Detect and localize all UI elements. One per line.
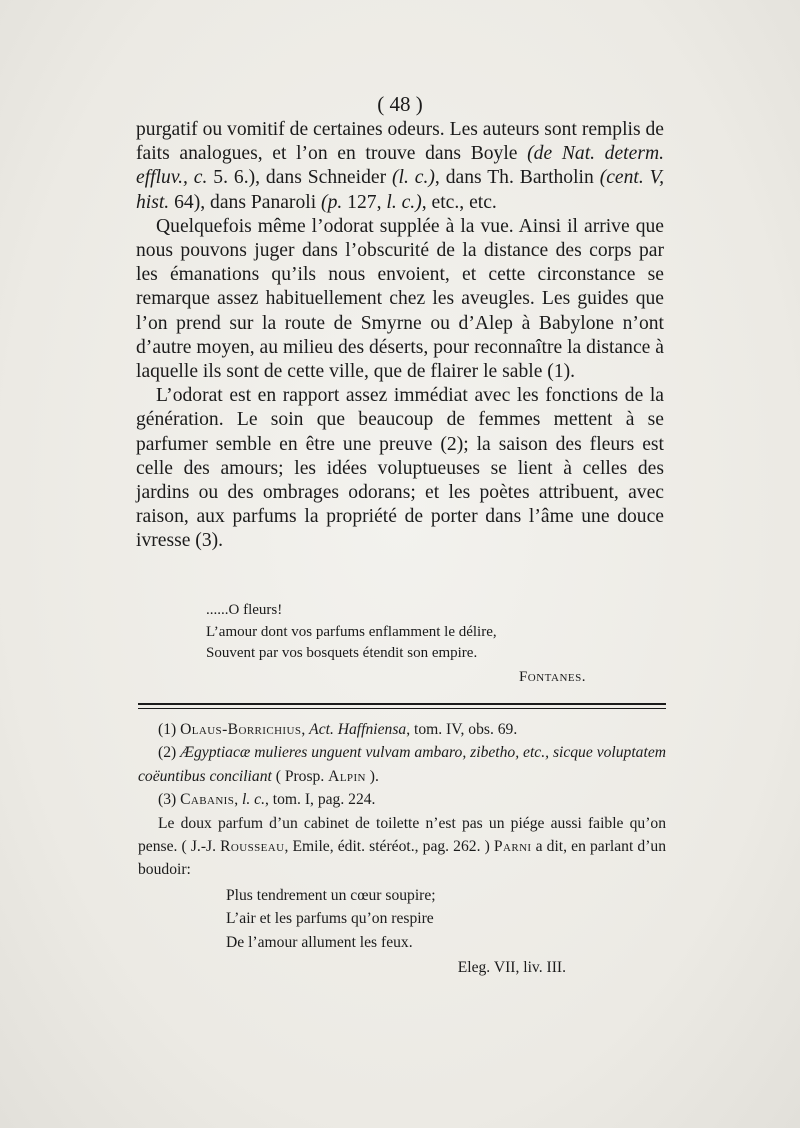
paragraph-1 (136, 118, 664, 215)
p1-ref-bartholin: (cent. V, hist. (136, 167, 665, 213)
p1-ref-panaroli: (p. (321, 191, 343, 213)
footnote-1-work: Act. Haffniensa (309, 721, 407, 738)
footnote-3-continuation (138, 812, 666, 882)
footnote-verse-line-2: L’air et les parfums qu’on respire (226, 910, 434, 928)
footnote-3-cont-b: , Emile, édit. stéréot., pag. 262. ) (284, 838, 494, 856)
p1-ref-boyle: (de Nat. determ. effluv., c. (136, 143, 664, 189)
p1-text-f: , etc., etc. (421, 191, 497, 213)
footnote-3-cont-author: Rousseau (220, 838, 285, 856)
footnote-verse-line-1: Plus tendrement un cœur soupire; (226, 887, 436, 904)
footnote-2 (138, 741, 666, 788)
verse-line-3: Souvent par vos bosquets étendit son empire. (206, 645, 478, 661)
footnote-verse (226, 884, 566, 980)
p1-text-c: , dans Th. Bartholin (434, 167, 600, 189)
paragraph-3: L’odorat est en rapport assez immédiat avec les fonctions de la génération. Le soin que beaucoup de femmes mettent à se parfumer semble en être une preuve (2); la saison des fleurs est celle des amours; les idées voluptueuses se lient à celles des jardins ou des ombrages odorans; et les poètes attribuent, avec raison, aux parfums la propriété de porter dans l’âme une douce ivresse (3). (136, 385, 664, 552)
footnotes (138, 718, 666, 882)
footnote-3-ref: l. c. (242, 791, 265, 809)
p1-text-a: purgatif ou vomitif de certaines odeurs. Les auteurs sont remplis de faits analogues, et l’on en trouve dans Boyle (136, 119, 664, 165)
footnote-3-number: (3) (158, 791, 181, 809)
footnote-2-author: Alpin (328, 767, 366, 785)
footnote-1-rest: , tom. IV, obs. 69. (406, 721, 518, 738)
footnote-divider-thin (138, 708, 666, 709)
verse-attribution: Fontanes. (518, 668, 586, 685)
footnote-3-rest: , tom. I, pag. 224. (265, 791, 376, 809)
footnote-verse-attribution: Eleg. VII, liv. III. (457, 959, 566, 977)
footnote-1-number: (1) (158, 721, 181, 738)
p1-ref-lc: l. c.) (386, 191, 422, 213)
verse-line-2: L’amour dont vos parfums enflamment le délire, (206, 623, 497, 640)
quoted-verse (206, 600, 586, 688)
footnote-divider (138, 703, 666, 705)
footnote-3-cont-author2: Parni (493, 838, 532, 856)
footnote-1-sep: , (301, 721, 310, 738)
p1-ref-schneider: (l. c.) (392, 167, 435, 189)
footnote-verse-line-3: De l’amour allument les feux. (226, 933, 413, 951)
footnote-3-sep: , (234, 791, 243, 809)
p1-text-d: 64), dans Panaroli (169, 191, 322, 213)
footnote-1-author: Olaus-Borrichius (180, 721, 302, 738)
footnote-2-number: (2) (158, 744, 181, 762)
p1-text-e: 127, (342, 191, 387, 213)
footnote-3-cont-c: a dit, en parlant d’un boudoir: (138, 838, 666, 879)
footnote-3 (138, 788, 666, 811)
page-number: ( 48 ) (377, 92, 423, 116)
footnote-2-latin: Ægyptiacæ mulieres unguent vulvam ambaro, zibetho, etc., sicque voluptatem coëuntibus conciliant (138, 744, 666, 785)
footnote-1 (138, 718, 666, 741)
footnote-2-rest-a: ( Prosp. (271, 767, 329, 785)
footnote-2-rest-b: ). (365, 767, 379, 785)
verse-line-1: ......O fleurs! (206, 602, 283, 618)
p1-text-b: 5. 6.), dans Schneider (207, 167, 393, 189)
paragraph-2: Quelquefois même l’odorat supplée à la vue. Ainsi il arrive que nous pouvons juger dans l’obscurité de la distance des corps par les émanations qu’ils nous envoient, et cette circonstance se remarque assez habituellement chez les aveugles. Les guides que l’on prend sur la route de Smyrne ou d’Alep à Babylone n’ont d’autre moyen, au milieu des déserts, pour reconnaître la distance à laquelle ils sont de cette ville, que de flairer le sable (1). (136, 215, 664, 383)
main-text (136, 118, 664, 554)
footnote-3-cont-a: Le doux parfum d’un cabinet de toilette n’est pas un piége aussi faible qu’on pense. ( J.-J. (138, 814, 666, 856)
footnote-3-author: Cabanis (180, 791, 235, 809)
